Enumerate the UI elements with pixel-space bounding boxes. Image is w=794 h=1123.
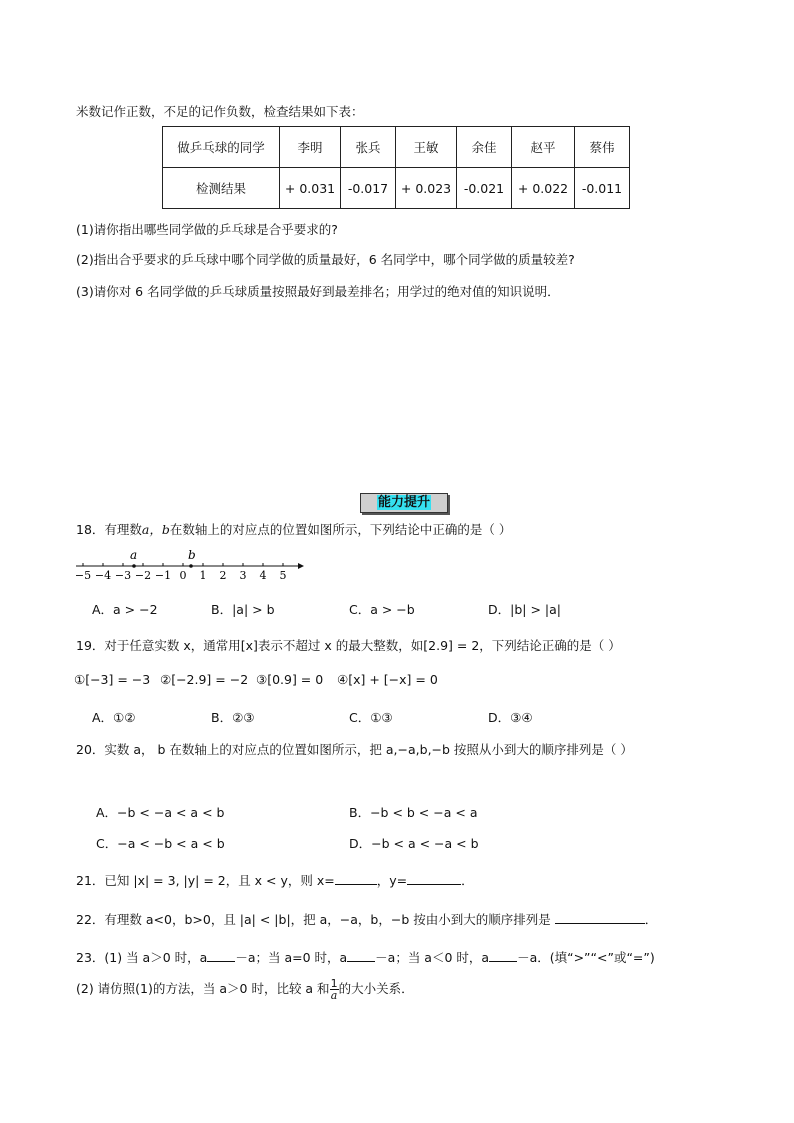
q23-text-2: －a；当 a=0 时，a <box>235 950 348 965</box>
point-a <box>132 564 136 568</box>
results-table <box>162 126 630 209</box>
q23-part1 <box>76 948 655 966</box>
q21-text-pre: 21．已知 |x| = 3, |y| = 2，且 x < y，则 x= <box>76 873 335 888</box>
q23-part2 <box>76 978 414 1001</box>
q18-option-c[interactable]: C．a > −b <box>349 602 415 617</box>
table-cell: 赵平 <box>512 127 575 168</box>
q17-part3: (3)请你对 6 名同学做的乒乓球质量按照最好到最差排名；用学过的绝对值的知识说明． <box>76 284 560 299</box>
q19-option-b[interactable]: B．②③ <box>211 710 255 725</box>
q20-stem: 20．实数 a， b 在数轴上的对应点的位置如图所示，把 a,−a,b,−b 按照从小到大的顺序排列是（ ） <box>76 742 633 757</box>
table-cell: + 0.022 <box>512 168 575 209</box>
number-line-tick-label: 4 <box>259 569 267 582</box>
fraction-numerator: 1 <box>330 977 338 990</box>
q20-option-a[interactable]: A．−b < −a < a < b <box>96 805 225 820</box>
q22-text-pre: 22．有理数 a<0，b>0，且 |a| < |b|，把 a，−a，b，−b 按由小到大的顺序排列是 <box>76 912 551 927</box>
q23-blank-2[interactable] <box>347 949 375 962</box>
fraction-one-over-a <box>330 978 339 1001</box>
q23-blank-1[interactable] <box>207 949 235 962</box>
table-cell: 做乒乓球的同学 <box>163 127 280 168</box>
q19-statement-3: ③[0.9] = 0 <box>256 672 324 687</box>
table-row <box>163 168 630 209</box>
q18-stem-lead: 18．有理数 <box>76 522 142 537</box>
table-cell: -0.011 <box>575 168 630 209</box>
q22-text-post: ． <box>644 912 658 927</box>
q17-part1: (1)请你指出哪些同学做的乒乓球是合乎要求的? <box>76 222 338 237</box>
q18-stem-vars: a，b <box>141 522 170 537</box>
q19-option-c[interactable]: C．①③ <box>349 710 393 725</box>
table-cell: 蔡伟 <box>575 127 630 168</box>
number-line-figure <box>70 546 310 586</box>
q18-stem <box>76 520 511 538</box>
number-line-tick-label: 1 <box>199 569 207 582</box>
q18-stem-rest: 在数轴上的对应点的位置如图所示，下列结论中正确的是（ ） <box>169 522 512 537</box>
q19-statement-4: ④[x] + [−x] = 0 <box>337 672 438 687</box>
q20-option-b[interactable]: B．−b < b < −a < a <box>349 805 478 820</box>
q18-option-a[interactable]: A．a > −2 <box>92 602 158 617</box>
number-line-tick-label: −3 <box>114 569 132 582</box>
q18-option-b[interactable]: B．|a| > b <box>211 602 275 617</box>
number-line-tick-label: 3 <box>239 569 247 582</box>
intro-text: 米数记作正数，不足的记作负数，检查结果如下表： <box>76 104 364 119</box>
table-cell: + 0.023 <box>396 168 457 209</box>
q23-blank-3[interactable] <box>489 949 517 962</box>
number-line-tick-label: −4 <box>94 569 112 582</box>
number-line-tick-label: 0 <box>179 569 187 582</box>
section-title-text: 能力提升 <box>377 495 430 510</box>
table-cell: -0.021 <box>457 168 512 209</box>
number-line-tick-label: 5 <box>279 569 287 582</box>
q19-option-a[interactable]: A．①② <box>92 710 136 725</box>
q19-statement-2: ②[−2.9] = −2 <box>160 672 249 687</box>
q22-answer-blank[interactable] <box>555 911 645 924</box>
table-header-row <box>163 127 630 168</box>
q19-stem: 19．对于任意实数 x，通常用[x]表示不超过 x 的最大整数，如[2.9] = 2，下列结论正确的是（ ） <box>76 638 621 653</box>
table-cell: + 0.031 <box>280 168 341 209</box>
q21 <box>76 871 474 889</box>
table-cell: 检测结果 <box>163 168 280 209</box>
q23-text-6: 的大小关系． <box>338 981 414 996</box>
number-line-tick-label: 2 <box>219 569 227 582</box>
table-cell: -0.017 <box>341 168 396 209</box>
q21-y-blank[interactable] <box>407 872 461 885</box>
number-line-tick-label: −1 <box>154 569 172 582</box>
number-line-tick-label: −5 <box>74 569 92 582</box>
label-b: b <box>188 548 196 562</box>
q17-part2: (2)指出合乎要求的乒乓球中哪个同学做的质量最好，6 名同学中，哪个同学做的质量较差? <box>76 252 575 267</box>
number-line-arrow <box>298 563 304 569</box>
q20-option-c[interactable]: C．−a < −b < a < b <box>96 836 225 851</box>
fraction-denominator: a <box>330 989 338 1002</box>
section-title <box>360 493 448 513</box>
table-cell: 王敏 <box>396 127 457 168</box>
q23-text-1: 23．(1) 当 a＞0 时，a <box>76 950 208 965</box>
label-a: a <box>130 548 138 562</box>
q19-option-d[interactable]: D．③④ <box>488 710 533 725</box>
q21-text-post: ． <box>461 873 474 888</box>
q23-text-3: －a；当 a＜0 时，a <box>375 950 490 965</box>
q21-x-blank[interactable] <box>335 872 377 885</box>
point-b <box>189 564 193 568</box>
q23-text-5: (2) 请仿照(1)的方法，当 a＞0 时，比较 a 和 <box>76 981 330 996</box>
q21-text-mid: ，y= <box>376 873 408 888</box>
q23-text-4: －a．(填“>”“<”或“=”) <box>517 950 655 965</box>
q19-statement-1: ①[−3] = −3 <box>74 672 151 687</box>
q22 <box>76 910 657 928</box>
table-cell: 李明 <box>280 127 341 168</box>
q18-option-d[interactable]: D．|b| > |a| <box>488 602 561 617</box>
number-line-tick-label: −2 <box>134 569 152 582</box>
table-cell: 余佳 <box>457 127 512 168</box>
q20-option-d[interactable]: D．−b < a < −a < b <box>349 836 479 851</box>
table-cell: 张兵 <box>341 127 396 168</box>
